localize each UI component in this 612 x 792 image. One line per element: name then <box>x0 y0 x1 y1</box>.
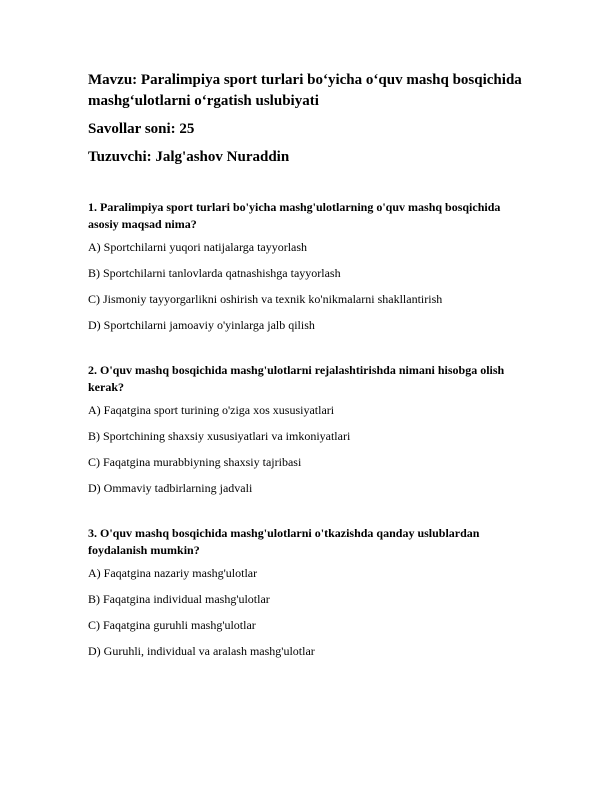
question-block-2 <box>88 362 528 495</box>
author-line: Tuzuvchi: Jalg'ashov Nuraddin <box>88 149 290 165</box>
question-text: 3. O'quv mashq bosqichida mashg'ulotlarni o'tkazishda qanday uslublardan foydalanish mumkin? <box>88 526 480 557</box>
question-block-1 <box>88 199 528 332</box>
answer-option-c: C) Faqatgina guruhli mashg'ulotlar <box>88 618 256 632</box>
answer-option-a: A) Faqatgina sport turining o'ziga xos xususiyatlari <box>88 403 335 417</box>
answer-option-c: C) Jismoniy tayyorgarlikni oshirish va texnik ko'nikmalarni shakllantirish <box>88 292 443 306</box>
answer-option-d: D) Sportchilarni jamoaviy o'yinlarga jalb qilish <box>88 318 315 332</box>
answer-option-d: D) Guruhli, individual va aralash mashg'ulotlar <box>88 644 315 658</box>
question-block-3 <box>88 525 528 658</box>
answer-option-c: C) Faqatgina murabbiyning shaxsiy tajribasi <box>88 455 302 469</box>
answer-option-b: B) Sportchilarni tanlovlarda qatnashishga tayyorlash <box>88 266 341 280</box>
question-text: 2. O'quv mashq bosqichida mashg'ulotlarni rejalashtirishda nimani hisobga olish kerak? <box>88 363 505 394</box>
document-page <box>88 70 528 688</box>
document-title: Mavzu: Paralimpiya sport turlari bo‘yicha o‘quv mashq bosqichida mashg‘ulotlarni o‘rgatish uslubiyati <box>88 72 522 109</box>
answer-option-d: D) Ommaviy tadbirlarning jadvali <box>88 481 253 495</box>
question-text: 1. Paralimpiya sport turlari bo'yicha mashg'ulotlarning o'quv mashq bosqichida asosiy maqsad nima? <box>88 200 501 231</box>
answer-option-b: B) Sportchining shaxsiy xususiyatlari va imkoniyatlari <box>88 429 351 443</box>
answer-option-b: B) Faqatgina individual mashg'ulotlar <box>88 592 270 606</box>
answer-option-a: A) Sportchilarni yuqori natijalarga tayyorlash <box>88 240 308 254</box>
answer-option-a: A) Faqatgina nazariy mashg'ulotlar <box>88 566 258 580</box>
question-count: Savollar soni: 25 <box>88 121 195 137</box>
